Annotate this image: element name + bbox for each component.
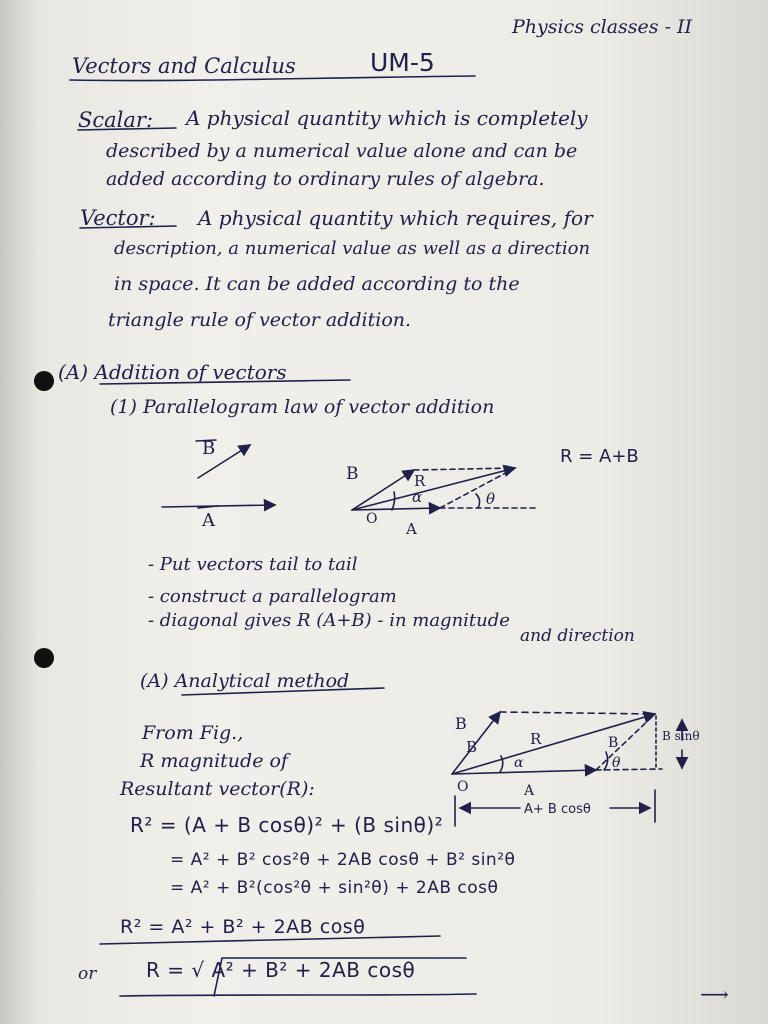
page-title: Vectors and Calculus: [72, 54, 296, 78]
fig1-label-r: R: [414, 472, 426, 490]
fig2-b-vector: [452, 712, 500, 774]
fig2-label-b-side: B: [466, 738, 478, 756]
fig2-label-bsin: B sinθ: [662, 729, 700, 743]
fig2-a-vector: [452, 770, 596, 774]
fig2-label-b-top: B: [455, 714, 467, 733]
bullet-3: - diagonal gives R (A+B) - in magnitude: [148, 610, 510, 631]
fig2-label-theta: θ: [612, 755, 621, 771]
scalar-term: Scalar:: [78, 108, 154, 132]
scalar-underline: [78, 128, 176, 130]
fig1-dash-top: [414, 468, 515, 470]
fig2-label-a-plus: A+ B cosθ: [524, 802, 591, 817]
bullet-3-cont: and direction: [520, 626, 635, 646]
equation-1: R² = (A + B cosθ)² + (B sinθ)²: [130, 813, 444, 837]
final-underline: [120, 994, 476, 996]
analytical-intro-2: R magnitude of: [140, 750, 288, 772]
fig2-alpha-arc: [500, 756, 503, 772]
analytical-underline: [182, 688, 384, 695]
fig1-label-a2: A: [406, 520, 417, 538]
fig1-angle-arc: [392, 492, 395, 510]
analytical-heading: (A) Analytical method: [140, 670, 350, 692]
scalar-line-1: A physical quantity which is completely: [186, 106, 588, 130]
bullet-2: - construct a parallelogram: [148, 586, 397, 607]
fig1-b-side: [352, 470, 414, 510]
vector-line-3: in space. It can be added according to the: [114, 273, 520, 295]
continue-arrow: ⟶: [700, 982, 729, 1006]
equation-4-underline: [100, 936, 440, 944]
vector-underline: [80, 226, 176, 228]
fig2-dash-base: [596, 769, 662, 770]
fig1-resultant: [352, 468, 515, 510]
fig1-label-b2: B: [346, 464, 359, 484]
fig2-label-origin: O: [457, 779, 469, 795]
analytical-intro-1: From Fig.,: [142, 722, 244, 744]
vector-term: Vector:: [80, 206, 156, 230]
fig1-label-theta: θ: [486, 490, 496, 508]
vector-line-2: description, a numerical value as well as a direction: [114, 238, 591, 259]
scalar-line-2: described by a numerical value alone and can be: [106, 140, 578, 162]
bullet-1: - Put vectors tail to tail: [148, 554, 358, 575]
fig1-theta-arc: [476, 494, 480, 508]
class-label: Physics classes - II: [512, 16, 693, 38]
fig1-dash-right: [440, 468, 515, 508]
section-subheading: (1) Parallelogram law of vector addition: [110, 396, 495, 418]
vector-line-4: triangle rule of vector addition.: [108, 309, 412, 331]
section-underline: [100, 380, 350, 384]
equation-4: R² = A² + B² + 2AB cosθ: [120, 916, 366, 938]
fig1-arrow-b-label: [196, 440, 216, 441]
fig2-label-alpha: α: [514, 755, 524, 771]
fig1-label-alpha: α: [412, 488, 423, 506]
vector-line-1: A physical quantity which requires, for: [198, 206, 593, 230]
analytical-intro-3: Resultant vector(R):: [120, 778, 315, 800]
fig2-dash-top: [500, 712, 655, 714]
fig1-vector-b: [198, 445, 250, 478]
section-heading: (A) Addition of vectors: [58, 360, 287, 384]
fig2-label-r: R: [530, 730, 542, 748]
page-code: UM-5: [370, 48, 435, 77]
or-word: or: [78, 964, 97, 984]
equation-2: = A² + B² cos²θ + 2AB cosθ + B² sin²θ: [170, 850, 516, 870]
header-underline: [70, 76, 475, 81]
fig1-label-a: A: [202, 510, 215, 531]
fig1-label-b: B: [202, 438, 216, 459]
sqrt-bar: [214, 958, 466, 996]
fig2-label-a: A: [524, 783, 535, 799]
scalar-line-3: added according to ordinary rules of algebra.: [106, 168, 545, 190]
fig2-label-b-right: B: [608, 735, 619, 751]
fig1-equation: R = A+B: [560, 446, 639, 467]
equation-3: = A² + B²(cos²θ + sin²θ) + 2AB cosθ: [170, 878, 499, 898]
fig1-label-origin: O: [366, 511, 378, 527]
fig1-a-side: [352, 508, 440, 510]
equation-5: R = √ A² + B² + 2AB cosθ: [146, 958, 416, 982]
